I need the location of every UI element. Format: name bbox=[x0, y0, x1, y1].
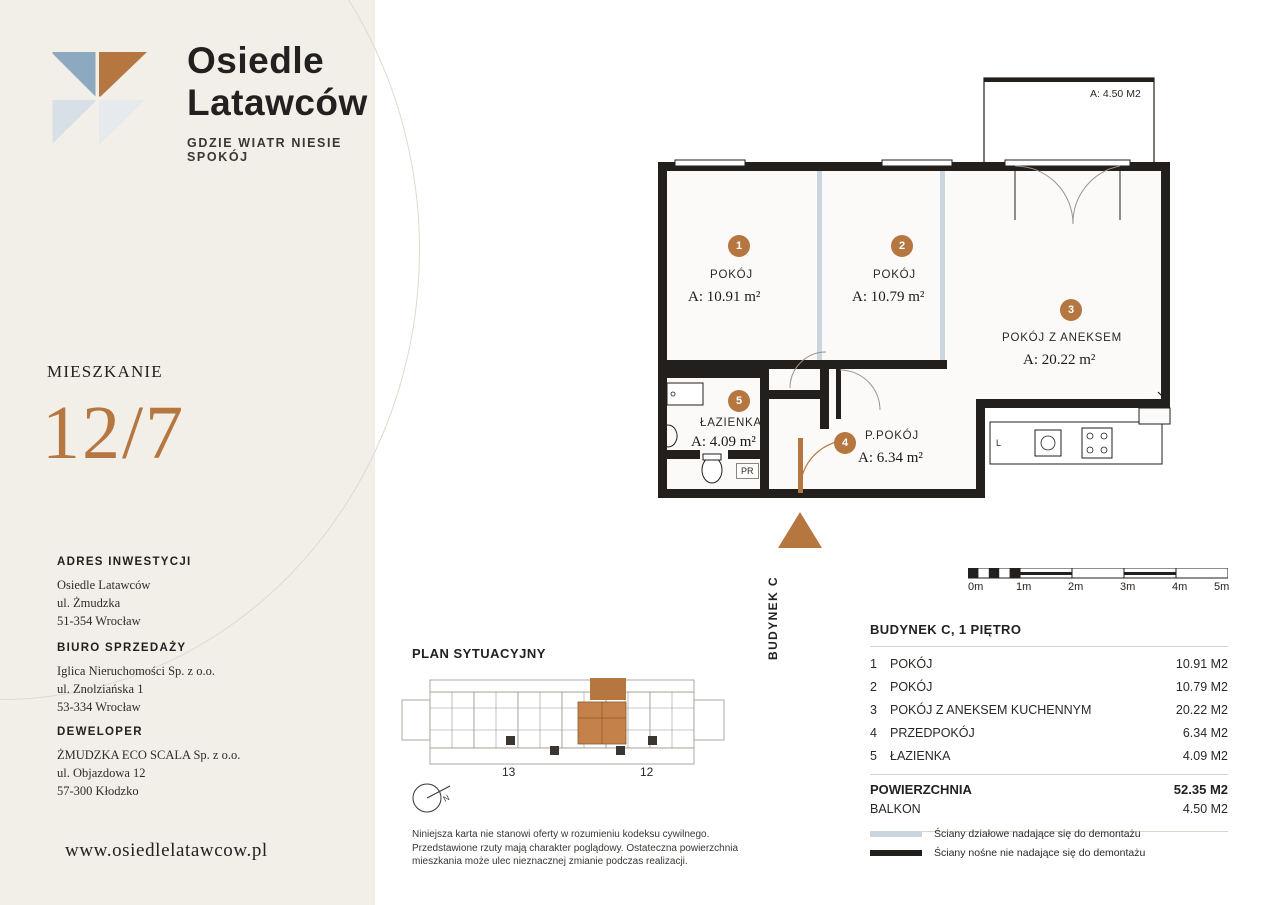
room-name-4: P.POKÓJ bbox=[865, 430, 919, 442]
svg-text:N: N bbox=[441, 793, 452, 804]
room-badge-4: 4 bbox=[834, 432, 856, 454]
table-row bbox=[870, 676, 1228, 699]
contact-line: 53-334 Wrocław bbox=[57, 700, 141, 714]
room-badge-5: 5 bbox=[728, 390, 750, 412]
building-label-vertical: BUDYNEK C bbox=[766, 576, 780, 660]
row-area: 4.09 M2 bbox=[1182, 749, 1228, 763]
disclaimer-line-1: Niniejsza karta nie stanowi oferty w rozumieniu kodeksu cywilnego. bbox=[412, 829, 710, 840]
contact-block-developer bbox=[57, 726, 357, 801]
disclaimer-line-3: mieszkania może ulec nieznacznej zmianie podczas realizacji. bbox=[412, 856, 688, 867]
row-number: 3 bbox=[870, 703, 877, 717]
logo-title-line1: Osiedle bbox=[187, 40, 325, 81]
disclaimer-text bbox=[412, 828, 772, 869]
room-schedule-table bbox=[870, 622, 1228, 832]
row-number: 5 bbox=[870, 749, 877, 763]
table-balcony-row bbox=[870, 800, 1228, 825]
contact-line: ul. Żmudzka bbox=[57, 596, 121, 610]
contact-heading: ADRES INWESTYCJI bbox=[57, 556, 192, 568]
row-number: 4 bbox=[870, 726, 877, 740]
scale-label-1: 1m bbox=[1016, 581, 1032, 593]
scale-label-2: 2m bbox=[1068, 581, 1084, 593]
pr-closet-label: PR bbox=[736, 463, 759, 479]
room-area-4: A: 6.34 m² bbox=[858, 450, 923, 466]
row-area: 20.22 M2 bbox=[1175, 703, 1228, 717]
room-area-5: A: 4.09 m² bbox=[691, 434, 756, 450]
table-row bbox=[870, 699, 1228, 722]
scale-label-4: 4m bbox=[1172, 581, 1188, 593]
contact-line: ul. Objazdowa 12 bbox=[57, 766, 146, 780]
table-row bbox=[870, 722, 1228, 745]
contact-line: 51-354 Wrocław bbox=[57, 614, 141, 628]
scale-label-5: 5m bbox=[1214, 581, 1230, 593]
apartment-label: MIESZKANIE bbox=[47, 362, 163, 381]
website-link[interactable]: www.osiedlelatawcow.pl bbox=[65, 840, 268, 861]
site-plan-title: PLAN SYTUACYJNY bbox=[412, 646, 546, 661]
total-label: POWIERZCHNIA bbox=[870, 781, 972, 797]
contact-heading: BIURO SPRZEDAŻY bbox=[57, 642, 187, 654]
legend-text: Ściany działowe nadające się do demontażu bbox=[934, 828, 1141, 840]
compass-icon bbox=[410, 778, 456, 818]
scale-bar bbox=[968, 566, 1228, 595]
room-name-5: ŁAZIENKA bbox=[700, 417, 763, 429]
table-row bbox=[870, 647, 1228, 676]
balcony-label: BALKON bbox=[870, 801, 921, 816]
apartment-number: 12/7 bbox=[42, 391, 186, 475]
row-area: 6.34 M2 bbox=[1182, 726, 1228, 740]
row-name: POKÓJ bbox=[890, 657, 933, 671]
room-area-3: A: 20.22 m² bbox=[1023, 352, 1096, 368]
row-number: 2 bbox=[870, 680, 877, 694]
site-unit-label-12: 12 bbox=[640, 765, 654, 779]
contact-block-sales bbox=[57, 642, 357, 717]
contact-block-investment bbox=[57, 556, 357, 631]
fridge-label: L bbox=[996, 438, 1002, 448]
structural-wall-swatch bbox=[870, 850, 922, 856]
room-badge-3: 3 bbox=[1060, 299, 1082, 321]
room-area-1: A: 10.91 m² bbox=[688, 289, 761, 305]
floor-plan bbox=[650, 70, 1190, 550]
row-name: POKÓJ Z ANEKSEM KUCHENNYM bbox=[890, 703, 1092, 717]
site-unit-label-13: 13 bbox=[502, 765, 516, 779]
scale-label-0: 0m bbox=[968, 581, 984, 593]
contact-line: ŻMUDZKA ECO SCALA Sp. z o.o. bbox=[57, 748, 241, 762]
disclaimer-line-2: Przedstawione rzuty mają charakter poglądowy. Ostateczna powierzchnia bbox=[412, 842, 739, 854]
contact-line: ul. Znolziańska 1 bbox=[57, 682, 144, 696]
kite-logo-icon bbox=[47, 48, 152, 146]
site-plan-diagram bbox=[400, 668, 740, 778]
row-name: ŁAZIENKA bbox=[890, 749, 951, 763]
room-badge-1: 1 bbox=[728, 235, 750, 257]
contact-line: Iglica Nieruchomości Sp. z o.o. bbox=[57, 664, 215, 678]
legend-item-partition bbox=[870, 828, 1230, 840]
row-area: 10.91 M2 bbox=[1175, 657, 1228, 671]
scale-label-3: 3m bbox=[1120, 581, 1136, 593]
row-area: 10.79 M2 bbox=[1175, 680, 1228, 694]
contact-line: Osiedle Latawców bbox=[57, 578, 151, 592]
wall-legend bbox=[870, 828, 1230, 866]
partition-wall-swatch bbox=[870, 831, 922, 837]
total-area: 52.35 M2 bbox=[1173, 781, 1228, 797]
legend-item-structural bbox=[870, 847, 1230, 859]
contact-heading: DEWELOPER bbox=[57, 726, 143, 738]
logo-text bbox=[187, 40, 368, 164]
room-name-3: POKÓJ Z ANEKSEM bbox=[1002, 332, 1122, 344]
balcony-area-label: A: 4.50 M2 bbox=[1090, 88, 1141, 100]
balcony-area: 4.50 M2 bbox=[1182, 801, 1228, 816]
table-total-row bbox=[870, 775, 1228, 800]
logo-title-line2: Latawców bbox=[187, 82, 368, 123]
logo-tagline: GDZIE WIATR NIESIE SPOKÓJ bbox=[187, 136, 342, 164]
row-name: PRZEDPOKÓJ bbox=[890, 726, 975, 740]
legend-text: Ściany nośne nie nadające się do demontażu bbox=[934, 847, 1146, 859]
room-badge-2: 2 bbox=[891, 235, 913, 257]
contact-line: 57-300 Kłodzko bbox=[57, 784, 139, 798]
room-area-2: A: 10.79 m² bbox=[852, 289, 925, 305]
row-number: 1 bbox=[870, 657, 877, 671]
room-name-2: POKÓJ bbox=[873, 269, 916, 281]
row-name: POKÓJ bbox=[890, 680, 933, 694]
table-row bbox=[870, 745, 1228, 768]
table-title: BUDYNEK C, 1 PIĘTRO bbox=[870, 622, 1228, 647]
room-name-1: POKÓJ bbox=[710, 269, 753, 281]
